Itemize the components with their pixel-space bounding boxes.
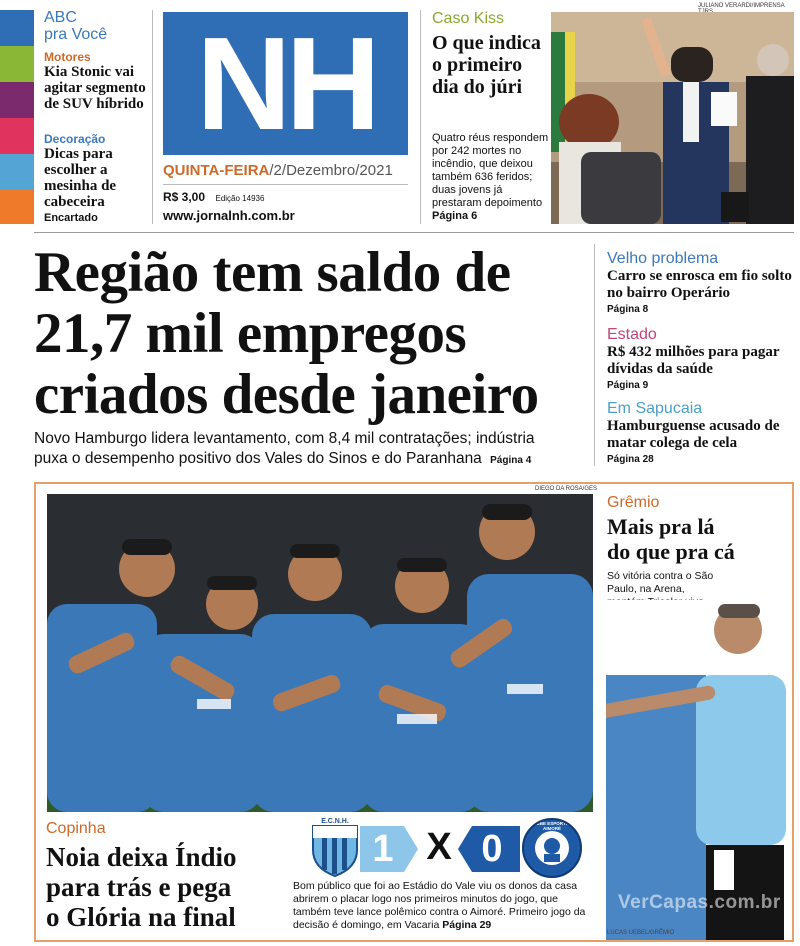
sidebar-item-headline[interactable]: Dicas para escolher a mesinha de cabeceira [44,146,117,210]
color-tab [0,46,34,82]
color-tab [0,190,34,224]
website-link[interactable]: www.jornalnh.com.br [163,208,295,223]
brief-page[interactable]: Página 9 [607,380,649,391]
sidebar-item-kicker: Motores [44,50,91,64]
copinha-body: Bom público que foi ao Estádio do Vale viu os donos da casa abrirem o placar logo nos primeiros minutos do jogo, que também teve lance polêmico contra o Aimoré. Primeiro jogo da decisão é domingo, em Vacaria [293,880,586,931]
brief-kicker: Velho problema [607,250,719,267]
brief-page[interactable]: Página 8 [607,304,649,315]
color-tab [0,10,34,46]
brief-kicker: Estado [607,326,657,343]
home-score-box [360,826,418,872]
score-separator: X [426,826,452,868]
sidebar-title-line2: pra Você [44,26,108,43]
gremio-kicker: Grêmio [607,494,660,511]
gremio-body: Só vitória contra o São Paulo, na Arena, [607,570,714,595]
lead-deck-line: puxa o desempenho positivo dos Vales do Sinos e do Paranhana [34,450,482,467]
photo-credit: LUCAS UEBEL/GRÊMIO [607,930,675,936]
color-tab [0,154,34,190]
brief-kicker: Em Sapucaia [607,400,703,417]
color-tab [0,118,34,154]
away-badge-label: CLUBE ESPORTIVO AIMORÉ [530,821,574,831]
coach-photo [606,600,792,940]
away-score-box [458,826,520,872]
aimore-badge [522,818,582,878]
date-rest: /2/Dezembro/2021 [269,162,393,179]
home-badge-label: E.C.N.H. [321,818,349,825]
lead-page[interactable]: Página 4 [490,455,532,466]
photo-credit: JULIANO VERARDI/IMPRENSA [698,3,785,9]
ecnh-badge [310,818,360,878]
sidebar-footer: Encartado [44,212,98,224]
lead-headline-line[interactable]: criados desde janeiro [34,363,539,426]
away-score: 0 [481,828,503,870]
home-score: 1 [372,828,394,870]
price: R$ 3,00 [163,190,206,204]
top-story-page[interactable]: Página 6 [432,210,478,222]
gremio-headline-line[interactable]: do que pra cá [607,539,735,564]
lead-headline-line[interactable]: 21,7 mil empregos [34,302,467,365]
color-tab [0,82,34,118]
brief-headline[interactable]: Hamburguense acusado de matar colega de cela [607,418,780,451]
copinha-kicker: Copinha [46,820,106,837]
copinha-headline-line[interactable]: para trás e pega [46,872,232,902]
watermark: VerCapas.com.br [618,892,781,913]
edition: Edição 14936 [215,194,265,203]
brief-page[interactable]: Página 28 [607,454,654,465]
lead-deck-line: Novo Hamburgo lidera levantamento, com 8,4 mil contratações; indústria [34,430,535,447]
date-day: QUINTA-FEIRA [163,162,270,179]
sidebar-title-line1: ABC [44,9,77,26]
top-story-headline[interactable]: O que indica o primeiro dia do júri [432,32,541,98]
nh-logo[interactable]: NH [163,12,408,155]
lead-headline-line[interactable]: Região tem saldo de [34,241,511,304]
copinha-headline-line[interactable]: o Glória na final [46,902,236,932]
sidebar-item-headline[interactable]: Kia Stonic vai agitar segmento de SUV híbrido [44,64,146,112]
copinha-page[interactable]: Página 29 [442,919,492,931]
brief-headline[interactable]: R$ 432 milhões para pagar dívidas da saúde [607,344,780,377]
copinha-headline-line[interactable]: Noia deixa Índio [46,842,237,872]
top-story-body: Quatro réus respondem por 242 mortes no incêndio, que deixou também 636 feridos; duas jovens já prestaram depoimento [432,132,549,209]
photo-credit: DIEGO DA ROSA/GES [535,486,598,492]
gremio-headline-line[interactable]: Mais pra lá [607,514,715,539]
courtroom-photo [551,12,794,224]
top-story-kicker: Caso Kiss [432,10,505,27]
team-celebration-photo [47,494,593,812]
brief-headline[interactable]: Carro se enrosca em fio solto no bairro Operário [607,268,792,301]
sidebar-item-kicker: Decoração [44,132,106,146]
